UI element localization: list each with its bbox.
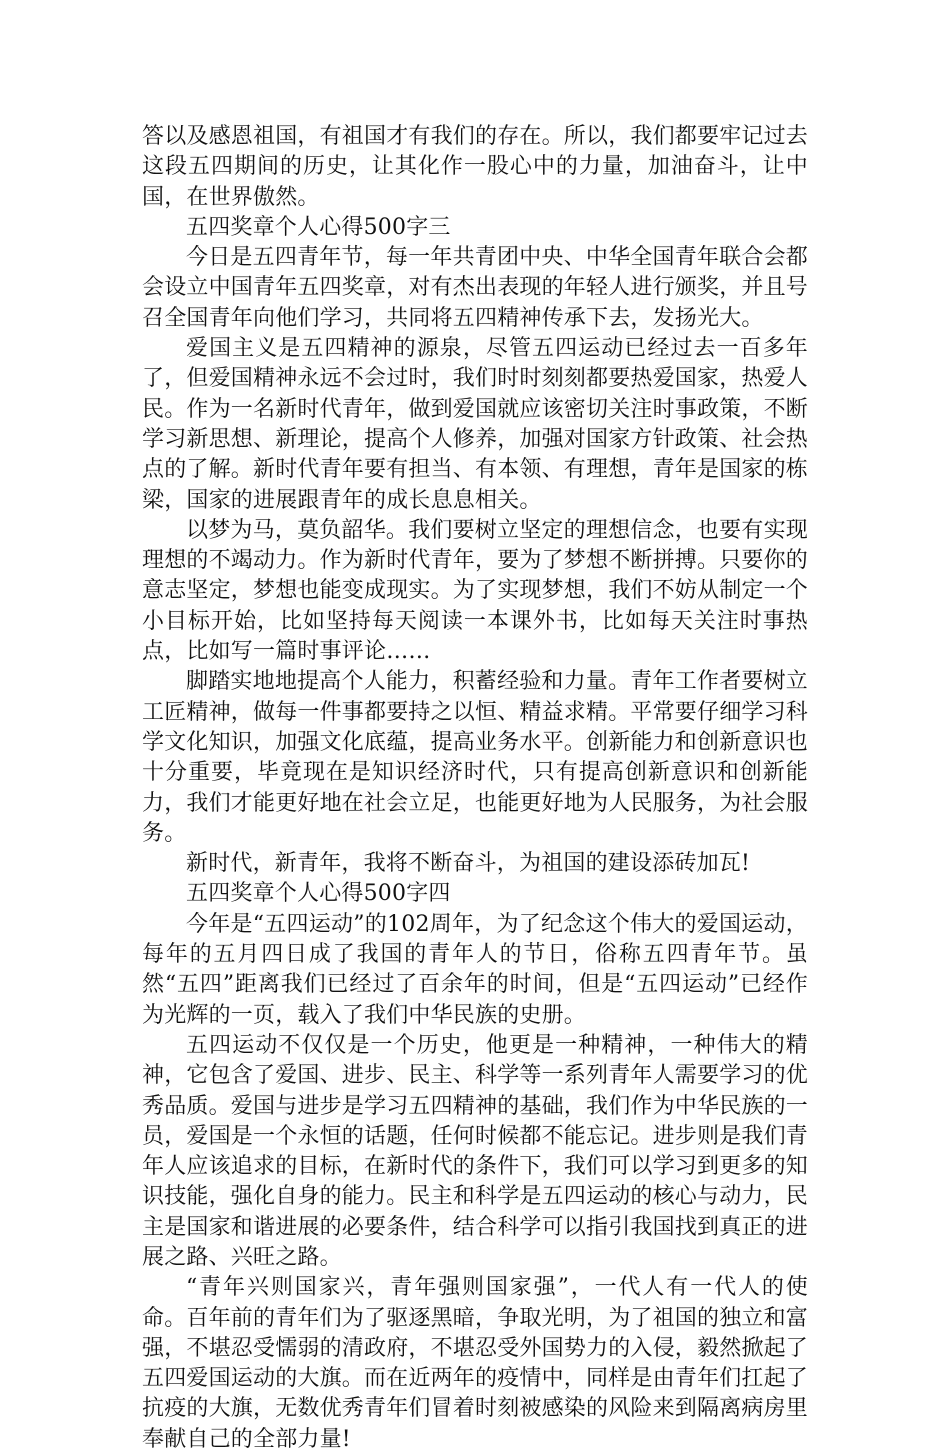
section-heading-three: 五四奖章个人心得500字三 (186, 214, 451, 240)
document-body (142, 122, 808, 1455)
paragraph: 爱国主义是五四精神的源泉，尽管五四运动已经过去一百多年了，但爱国精神永远不会过时，我们时时刻刻都要热爱国家，热爱人民。作为一名新时代青年，做到爱国就应该密切关注时事政策，不断学习新思想、新理论，提高个人修养，加强对国家方针政策、社会热点的了解。新时代青年要有担当、有本领、有理想，青年是国家的栋梁，国家的进展跟青年的成长息息相关。 (142, 336, 809, 513)
paragraph: 脚踏实地地提高个人能力，积蓄经验和力量。青年工作者要树立工匠精神，做每一件事都要持之以恒、精益求精。平常要仔细学习科学文化知识，加强文化底蕴，提高业务水平。创新能力和创新意识也十分重要，毕竟现在是知识经济时代，只有提高创新意识和创新能力，我们才能更好地在社会立足，也能更好地为人民服务，为社会服务。 (142, 669, 809, 846)
paragraph-continuation: 答以及感恩祖国，有祖国才有我们的存在。所以，我们都要牢记过去这段五四期间的历史，让其化作一股心中的力量，加油奋斗，让中国，在世界傲然。 (142, 124, 809, 210)
section-heading-four: 五四奖章个人心得500字四 (186, 881, 451, 907)
paragraph: 以梦为马，莫负韶华。我们要树立坚定的理想信念，也要有实现理想的不竭动力。作为新时代青年，要为了梦想不断拼搏。只要你的意志坚定，梦想也能变成现实。为了实现梦想，我们不妨从制定一个小目标开始，比如坚持每天阅读一本课外书，比如每天关注时事热点，比如写一篇时事评论…… (142, 517, 809, 665)
paragraph: 今年是“五四运动”的102周年，为了纪念这个伟大的爱国运动，每年的五月四日成了我国的青年人的节日，俗称五四青年节。虽然“五四”距离我们已经过了百余年的时间，但是“五四运动”已经作为光辉的一页，载入了我们中华民族的史册。 (142, 911, 808, 1028)
paragraph: 五四运动不仅仅是一个历史，他更是一种精神，一种伟大的精神，它包含了爱国、进步、民主、科学等一系列青年人需要学习的优秀品质。爱国与进步是学习五四精神的基础，我们作为中华民族的一员，爱国是一个永恒的话题，任何时候都不能忘记。进步则是我们青年人应该追求的目标，在新时代的条件下，我们可以学习到更多的知识技能，强化自身的能力。民主和科学是五四运动的核心与动力，民主是国家和谐进展的必要条件，结合科学可以指引我国找到真正的进展之路、兴旺之路。 (142, 1032, 809, 1270)
paragraph: 新时代，新青年，我将不断奋斗，为祖国的建设添砖加瓦! (186, 851, 751, 877)
paragraph: 今日是五四青年节，每一年共青团中央、中华全国青年联合会都会设立中国青年五四奖章，对有杰出表现的年轻人进行颁奖，并且号召全国青年向他们学习，共同将五四精神传承下去，发扬光大。 (142, 245, 809, 331)
paragraph: “青年兴则国家兴，青年强则国家强”，一代人有一代人的使命。百年前的青年们为了驱逐黑暗，争取光明，为了祖国的独立和富强，不堪忍受懦弱的清政府，不堪忍受外国势力的入侵，毅然掀起了五四爱国运动的大旗。而在近两年的疫情中，同样是由青年们扛起了抗疫的大旗，无数优秀青年们冒着时刻被感染的风险来到隔离病房里奉献自己的全部力量! (142, 1275, 809, 1452)
